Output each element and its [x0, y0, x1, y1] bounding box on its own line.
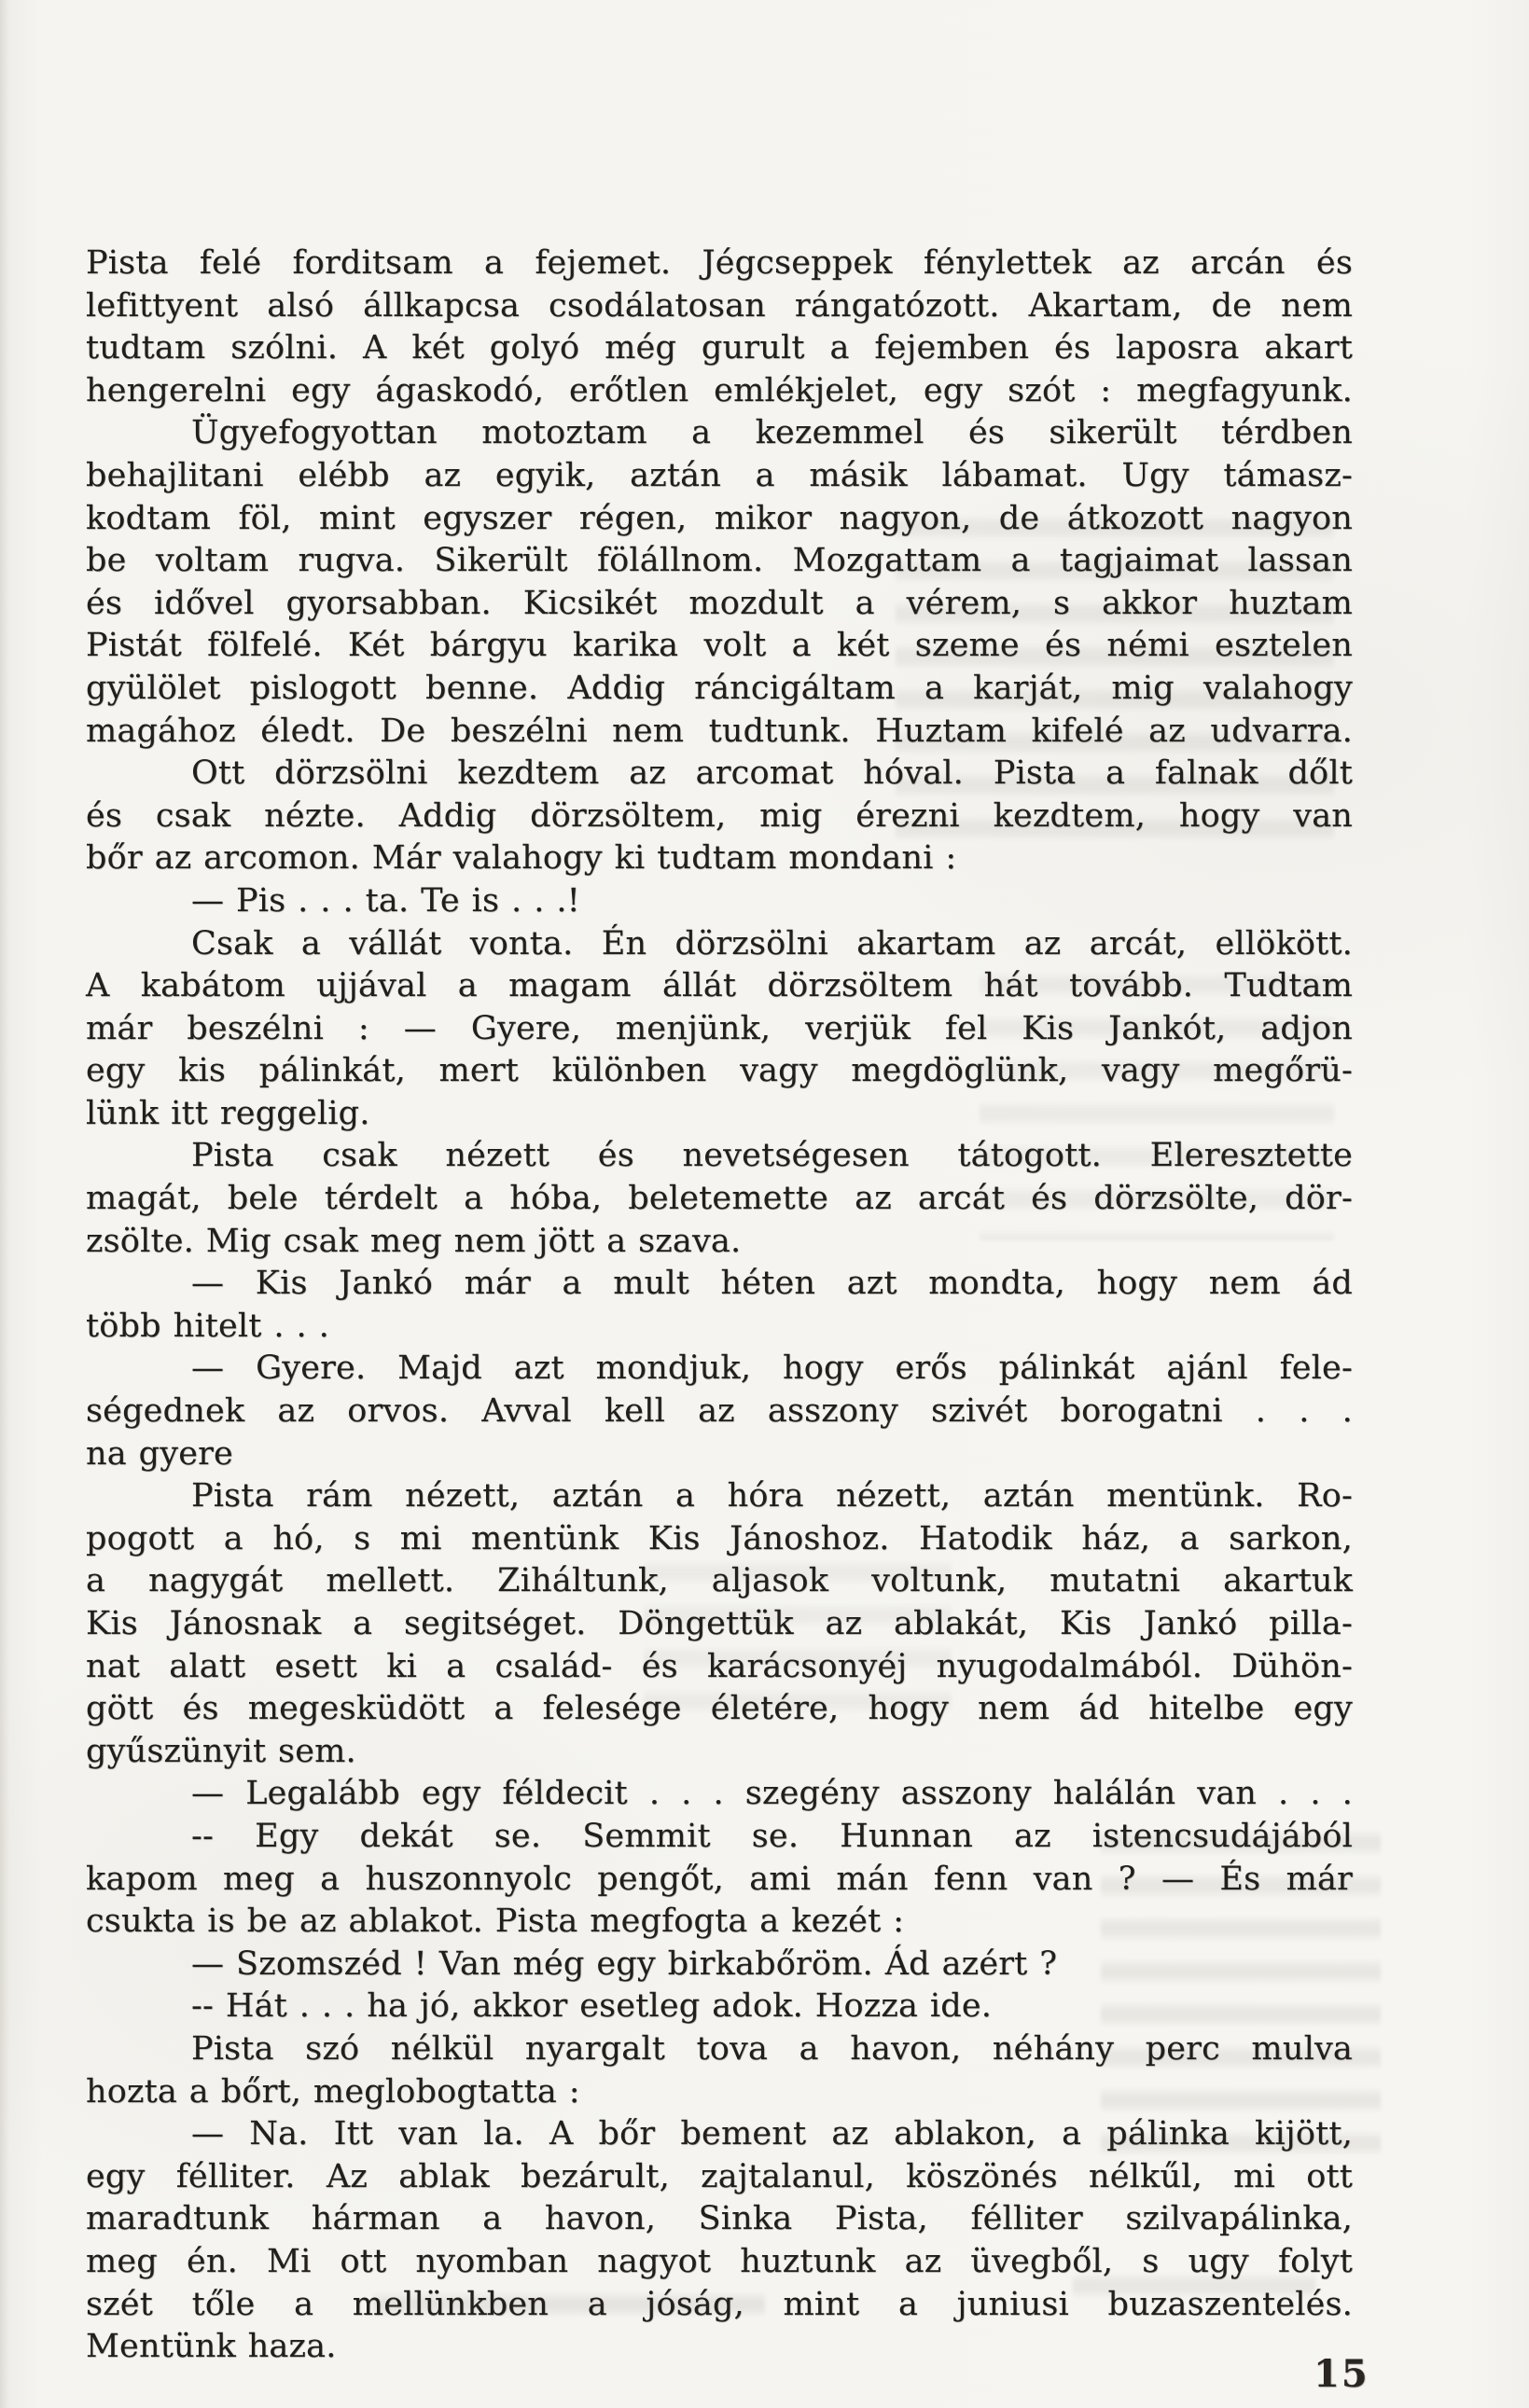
text-line: gyűszünyit sem.: [86, 1732, 356, 1770]
text-line: -- Hát . . . ha jó, akkor esetleg adok. Hozza ide.: [191, 1987, 993, 2026]
text-line: Ott dörzsölni kezdtem az arcomat hóval. Pista a falnak dőlt: [191, 754, 1353, 793]
text-line: be voltam rugva. Sikerült fölállnom. Mozgattam a tagjaimat lassan: [86, 542, 1353, 580]
text-line: — Szomszéd ! Van még egy birkabőröm. Ád azért ?: [191, 1944, 1058, 1983]
text-line: na gyere: [86, 1434, 233, 1473]
text-line: pogott a hó, s mi mentünk Kis Jánoshoz. Hatodik ház, a sarkon,: [86, 1519, 1353, 1557]
text-line: hengerelni egy ágaskodó, erőtlen emlékjelet, egy szót : megfagyunk.: [86, 371, 1353, 409]
text-line: A kabátom ujjával a magam állát dörzsöltem hát tovább. Tudtam: [86, 967, 1353, 1005]
text-line: és csak nézte. Addig dörzsöltem, mig érezni kezdtem, hogy van: [86, 796, 1353, 835]
text-line: zsölte. Mig csak meg nem jött a szava.: [86, 1222, 742, 1260]
text-line: maradtunk hárman a havon, Sinka Pista, félliter szilvapálinka,: [86, 2200, 1353, 2238]
text-line: magához éledt. De beszélni nem tudtunk. Huztam kifelé az udvarra.: [86, 712, 1353, 750]
text-line: bőr az arcomon. Már valahogy ki tudtam mondani :: [86, 839, 957, 878]
text-line: hozta a bőrt, meglobogtatta :: [86, 2072, 580, 2110]
text-line: kapom meg a huszonnyolc pengőt, ami mán fenn van ? — És már: [86, 1860, 1353, 1898]
text-line: — Na. Itt van la. A bőr bement az ablakon, a pálinka kijött,: [191, 2115, 1353, 2153]
text-line: Csak a vállát vonta. Én dörzsölni akartam az arcát, ellökött.: [191, 924, 1353, 962]
text-line: szét tőle a mellünkben a jóság, mint a juniusi buzaszentelés.: [86, 2285, 1353, 2323]
text-line: behajlitani elébb az egyik, aztán a másik lábamat. Ugy támasz-: [86, 456, 1353, 494]
text-line: több hitelt . . .: [86, 1307, 329, 1345]
text-line: Mentünk haza.: [86, 2328, 337, 2366]
page-number: 15: [1314, 2352, 1369, 2396]
text-line: — Pis . . . ta. Te is . . .!: [191, 881, 580, 920]
text-line: meg én. Mi ott nyomban nagyot huztunk az üvegből, s ugy folyt: [86, 2242, 1353, 2280]
text-line: — Kis Jankó már a mult héten azt mondta, hogy nem ád: [191, 1265, 1353, 1303]
text-line: — Gyere. Majd azt mondjuk, hogy erős pálinkát ajánl fele-: [191, 1349, 1353, 1388]
page-text: [86, 242, 1353, 2369]
text-line: Ügyefogyottan motoztam a kezemmel és sikerült térdben: [191, 414, 1353, 452]
text-line: Pista szó nélkül nyargalt tova a havon, néhány perc mulva: [191, 2029, 1353, 2068]
text-line: Pista rám nézett, aztán a hóra nézett, aztán mentünk. Ro-: [191, 1477, 1353, 1515]
text-line: a nagygát mellett. Ziháltunk, aljasok voltunk, mutatni akartuk: [86, 1562, 1353, 1600]
text-line: -- Egy dekát se. Semmit se. Hunnan az istencsudájából: [191, 1817, 1353, 1855]
text-line: csukta is be az ablakot. Pista megfogta a kezét :: [86, 1903, 905, 1941]
text-line: kodtam föl, mint egyszer régen, mikor nagyon, de átkozott nagyon: [86, 499, 1353, 537]
text-line: magát, bele térdelt a hóba, beletemette az arcát és dörzsölte, dör-: [86, 1180, 1353, 1218]
text-line: lünk itt reggelig.: [86, 1094, 370, 1132]
text-line: — Legalább egy féldecit . . . szegény asszony halálán van . . .: [191, 1775, 1353, 1813]
text-line: Kis Jánosnak a segitséget. Döngettük az ablakát, Kis Jankó pilla-: [86, 1605, 1353, 1642]
text-line: Pista csak nézett és nevetségesen tátogott. Eleresztette: [191, 1137, 1353, 1175]
text-line: és idővel gyorsabban. Kicsikét mozdult a vérem, s akkor huztam: [86, 584, 1353, 622]
text-line: gött és megesküdött a felesége életére, hogy nem ád hitelbe egy: [86, 1690, 1353, 1728]
text-line: egy kis pálinkát, mert különben vagy megdöglünk, vagy megőrü-: [86, 1052, 1353, 1090]
text-line: lefittyent alsó állkapcsa csodálatosan rángatózott. Akartam, de nem: [86, 286, 1353, 325]
text-line: Pista felé forditsam a fejemet. Jégcseppek fénylettek az arcán és: [86, 244, 1353, 282]
text-line: gyülölet pislogott benne. Addig ráncigáltam a karját, mig valahogy: [86, 669, 1353, 707]
text-line: Pistát fölfelé. Két bárgyu karika volt a két szeme és némi esztelen: [86, 627, 1353, 665]
text-line: ségednek az orvos. Avval kell az asszony szivét borogatni . . .: [86, 1392, 1353, 1431]
text-line: már beszélni : — Gyere, menjünk, verjük fel Kis Jankót, adjon: [86, 1009, 1353, 1047]
text-line: nat alatt esett ki a család- és karácsonyéj nyugodalmából. Dühön-: [86, 1647, 1353, 1685]
text-line: egy félliter. Az ablak bezárult, zajtalanul, köszönés nélkűl, mi ott: [86, 2157, 1353, 2195]
text-line: tudtam szólni. A két golyó még gurult a fejemben és laposra akart: [86, 329, 1353, 367]
